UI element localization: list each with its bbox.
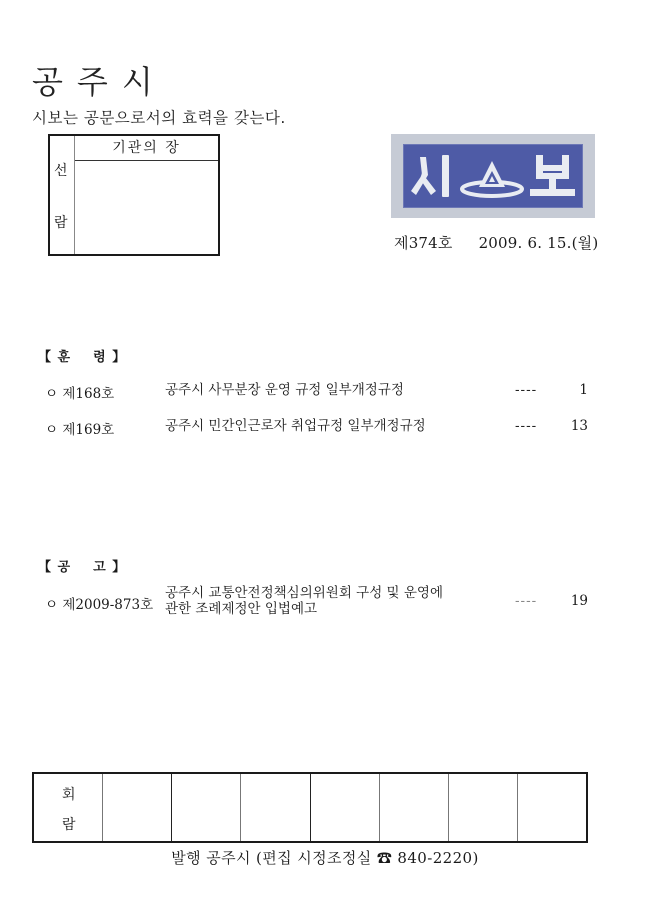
toc-item-title-line2: 관한 조례제정안 입법예고 [165, 601, 318, 617]
toc-item-title [165, 585, 443, 617]
issue-date: 2009. 6. 15.(월) [478, 234, 599, 252]
toc-item-title: 공주시 사무분장 운영 규정 일부개정규정 [165, 382, 404, 398]
document-subtitle: 시보는 공문으로서의 효력을 갖는다. [32, 109, 286, 127]
circulation-sign-cell[interactable] [518, 774, 586, 841]
circulation-label-top: 회 [62, 787, 76, 803]
toc-item-page: 19 [570, 593, 588, 609]
circulation-sign-cell[interactable] [380, 774, 449, 841]
circulation-sign-cell[interactable] [311, 774, 380, 841]
publisher-footer: 발행 공주시 (편집 시정조정실 ☎ 840-2220) [171, 849, 479, 867]
toc-item-number: ㅇ 제2009-873호 [45, 597, 154, 613]
review-label-bottom: 람 [54, 215, 68, 231]
toc-item-title-line1: 공주시 교통안전정책심의위원회 구성 및 운영에 [165, 585, 443, 601]
toc-item-page: 13 [570, 418, 588, 434]
toc-item-number: ㅇ 제168호 [45, 386, 115, 402]
toc-item-number: ㅇ 제169호 [45, 422, 115, 438]
toc-item-page: 1 [579, 382, 588, 398]
circulation-sign-cell[interactable] [103, 774, 172, 841]
circulation-table [32, 772, 588, 843]
sibo-logo-panel [403, 144, 583, 208]
toc-item-leader: ---- [515, 382, 538, 398]
sibo-logo [391, 134, 595, 218]
section-heading-notices: 【 공 고 】 [38, 560, 127, 575]
circulation-sign-cell[interactable] [172, 774, 241, 841]
toc-item-leader: ---- [515, 418, 538, 434]
toc-item-leader: ---- [515, 593, 538, 609]
section-heading-directives: 【 훈 령 】 [38, 350, 127, 365]
document-title: 공주시 [32, 63, 167, 101]
review-side-column [50, 136, 75, 254]
sibo-logo-graphic [404, 145, 584, 209]
review-label-top: 선 [54, 163, 68, 179]
toc-item-title: 공주시 민간인근로자 취업규정 일부개정규정 [165, 418, 426, 434]
circulation-sign-cell[interactable] [449, 774, 518, 841]
circulation-sign-cell[interactable] [241, 774, 310, 841]
review-box [48, 134, 220, 256]
circulation-label-cell [34, 774, 103, 841]
mountain-water-emblem-icon [462, 161, 522, 196]
issue-number: 제374호 [394, 234, 453, 252]
issue-info [394, 232, 598, 253]
review-header-label: 기관의 장 [75, 136, 218, 161]
circulation-label-bottom: 람 [62, 817, 76, 833]
